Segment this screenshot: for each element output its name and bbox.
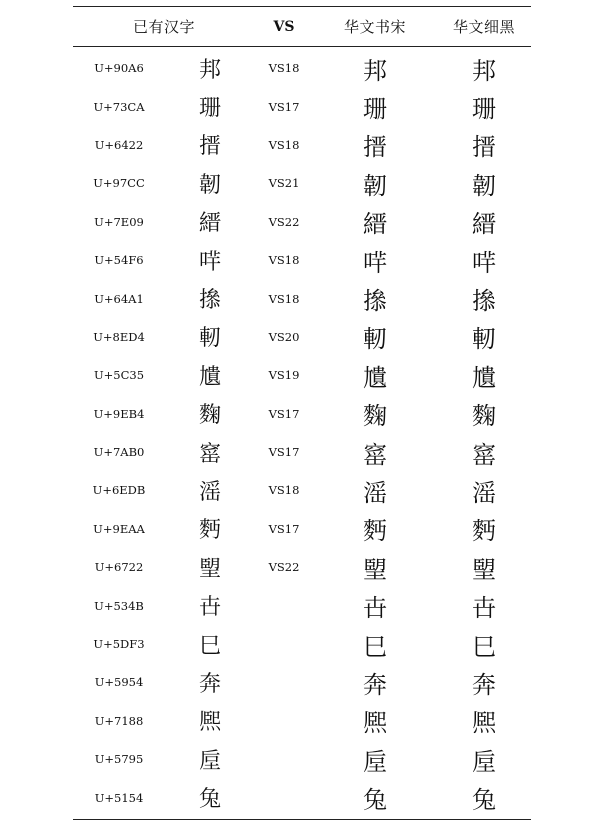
existing-glyph: 珊 [198, 96, 221, 122]
existing-cell [73, 206, 255, 237]
table-body [73, 47, 531, 819]
header-vs: VS [273, 18, 295, 35]
table-row [73, 87, 531, 125]
variation-selector: VS19 [268, 368, 300, 383]
table-row [73, 49, 531, 87]
variation-selector: VS17 [268, 445, 300, 460]
huawen-shusong-glyph: 哶 [363, 248, 387, 277]
unicode-code: U+8ED4 [93, 329, 145, 344]
huawen-shusong-glyph: 韌 [363, 171, 387, 200]
existing-cell [73, 744, 255, 775]
huawen-xihei-glyph: 朢 [472, 555, 496, 584]
huawen-shusong-glyph: 卋 [363, 594, 387, 623]
huawen-xihei-glyph: 窰 [472, 440, 496, 469]
table-row [73, 740, 531, 778]
huawen-shusong-glyph: 搢 [363, 133, 387, 162]
huawen-xihei-glyph: 尵 [472, 363, 496, 392]
huawen-shusong-glyph: 麴 [363, 402, 387, 431]
existing-glyph: 垕 [198, 748, 221, 774]
existing-glyph: 撡 [198, 288, 221, 314]
existing-cell [73, 705, 255, 736]
existing-glyph: 卋 [198, 595, 221, 621]
huawen-shusong-glyph: 麪 [363, 517, 387, 546]
huawen-xihei-glyph: 珊 [472, 95, 496, 124]
existing-cell [73, 667, 255, 698]
existing-cell [73, 475, 255, 506]
existing-glyph: 朢 [198, 556, 221, 582]
huawen-shusong-glyph: 垕 [363, 747, 387, 776]
unicode-code: U+5C35 [93, 368, 145, 383]
existing-glyph: 軔 [198, 326, 221, 352]
huawen-shusong-glyph: 兔 [363, 786, 387, 815]
huawen-xihei-glyph: 麴 [472, 402, 496, 431]
table-row [73, 164, 531, 202]
table-header-row [73, 7, 531, 46]
unicode-code: U+97CC [93, 176, 145, 191]
huawen-shusong-glyph: 巳 [363, 632, 387, 661]
huawen-xihei-glyph: 邦 [472, 56, 496, 85]
existing-glyph: 搢 [198, 134, 221, 160]
unicode-code: U+9EAA [93, 521, 145, 536]
huawen-xihei-glyph: 韌 [472, 171, 496, 200]
table-row [73, 203, 531, 241]
existing-cell [73, 53, 255, 84]
header-existing-chars: 已有汉字 [132, 18, 195, 36]
huawen-xihei-glyph: 哶 [472, 248, 496, 277]
existing-cell [73, 360, 255, 391]
existing-glyph: 哶 [198, 249, 221, 275]
huawen-xihei-glyph: 撡 [472, 287, 496, 316]
existing-cell [73, 590, 255, 621]
huawen-shusong-glyph: 奔 [363, 670, 387, 699]
existing-glyph: 韌 [198, 172, 221, 198]
unicode-code: U+54F6 [94, 253, 144, 268]
huawen-xihei-glyph: 奔 [472, 670, 496, 699]
header-huawen-shusong: 华文书宋 [343, 18, 406, 36]
unicode-code: U+64A1 [94, 291, 144, 306]
table-row [73, 241, 531, 279]
unicode-code: U+5154 [94, 790, 144, 805]
existing-cell [73, 283, 255, 314]
header-huawen-xihei: 华文细黑 [452, 18, 515, 36]
existing-glyph: 巳 [198, 633, 221, 659]
variation-selector: VS21 [268, 176, 300, 191]
unicode-code: U+7AB0 [93, 445, 145, 460]
table-row [73, 279, 531, 317]
variation-selector: VS18 [268, 291, 300, 306]
table-row [73, 395, 531, 433]
variation-selector: VS18 [268, 137, 300, 152]
existing-glyph: 滛 [198, 479, 221, 505]
existing-glyph: 尵 [198, 364, 221, 390]
unicode-code: U+6EDB [92, 483, 146, 498]
huawen-xihei-glyph: 熈 [472, 709, 496, 738]
table-row [73, 625, 531, 663]
table-row [73, 471, 531, 509]
unicode-code: U+7E09 [94, 214, 144, 229]
huawen-xihei-glyph: 巳 [472, 632, 496, 661]
variation-selector: VS17 [268, 99, 300, 114]
existing-glyph: 兔 [198, 787, 221, 813]
variation-selector: VS17 [268, 521, 300, 536]
table-row [73, 356, 531, 394]
unicode-code: U+534B [94, 598, 144, 613]
huawen-shusong-glyph: 尵 [363, 363, 387, 392]
existing-glyph: 邦 [198, 57, 221, 83]
table-row [73, 663, 531, 701]
variant-comparison-table [73, 6, 531, 820]
existing-cell [73, 168, 255, 199]
existing-cell [73, 398, 255, 429]
unicode-code: U+73CA [93, 99, 145, 114]
unicode-code: U+9EB4 [93, 406, 145, 421]
existing-cell [73, 91, 255, 122]
huawen-xihei-glyph: 麪 [472, 517, 496, 546]
unicode-code: U+7188 [94, 713, 144, 728]
variation-selector: VS18 [268, 253, 300, 268]
huawen-shusong-glyph: 滛 [363, 478, 387, 507]
unicode-code: U+6722 [94, 560, 144, 575]
variation-selector: VS20 [268, 329, 300, 344]
unicode-code: U+5DF3 [93, 637, 145, 652]
existing-cell [73, 513, 255, 544]
huawen-shusong-glyph: 縉 [363, 210, 387, 239]
table-row [73, 126, 531, 164]
huawen-shusong-glyph: 珊 [363, 95, 387, 124]
huawen-xihei-glyph: 兔 [472, 786, 496, 815]
existing-cell [73, 629, 255, 660]
variation-selector: VS18 [268, 61, 300, 76]
existing-cell [73, 782, 255, 813]
huawen-xihei-glyph: 滛 [472, 478, 496, 507]
huawen-shusong-glyph: 軔 [363, 325, 387, 354]
table-row [73, 318, 531, 356]
unicode-code: U+5795 [94, 752, 144, 767]
existing-glyph: 麪 [198, 518, 221, 544]
existing-cell [73, 129, 255, 160]
unicode-code: U+90A6 [94, 61, 144, 76]
huawen-shusong-glyph: 邦 [363, 56, 387, 85]
existing-glyph: 熈 [198, 710, 221, 736]
table-row [73, 548, 531, 586]
existing-cell [73, 321, 255, 352]
table-row [73, 433, 531, 471]
huawen-xihei-glyph: 軔 [472, 325, 496, 354]
existing-cell [73, 245, 255, 276]
existing-glyph: 奔 [198, 671, 221, 697]
huawen-xihei-glyph: 垕 [472, 747, 496, 776]
huawen-shusong-glyph: 朢 [363, 555, 387, 584]
variation-selector: VS18 [268, 483, 300, 498]
table-row [73, 510, 531, 548]
variation-selector: VS22 [268, 214, 300, 229]
huawen-shusong-glyph: 窰 [363, 440, 387, 469]
existing-cell [73, 437, 255, 468]
existing-glyph: 麴 [198, 403, 221, 429]
table-row [73, 778, 531, 816]
huawen-shusong-glyph: 撡 [363, 287, 387, 316]
huawen-xihei-glyph: 縉 [472, 210, 496, 239]
variation-selector: VS22 [268, 560, 300, 575]
variation-selector: VS17 [268, 406, 300, 421]
existing-glyph: 窰 [198, 441, 221, 467]
existing-cell [73, 552, 255, 583]
unicode-code: U+6422 [94, 137, 144, 152]
huawen-xihei-glyph: 卋 [472, 594, 496, 623]
huawen-shusong-glyph: 熈 [363, 709, 387, 738]
table-row [73, 702, 531, 740]
table-bottom-rule [73, 819, 531, 820]
table-row [73, 586, 531, 624]
huawen-xihei-glyph: 搢 [472, 133, 496, 162]
existing-glyph: 縉 [198, 211, 221, 237]
unicode-code: U+5954 [94, 675, 144, 690]
